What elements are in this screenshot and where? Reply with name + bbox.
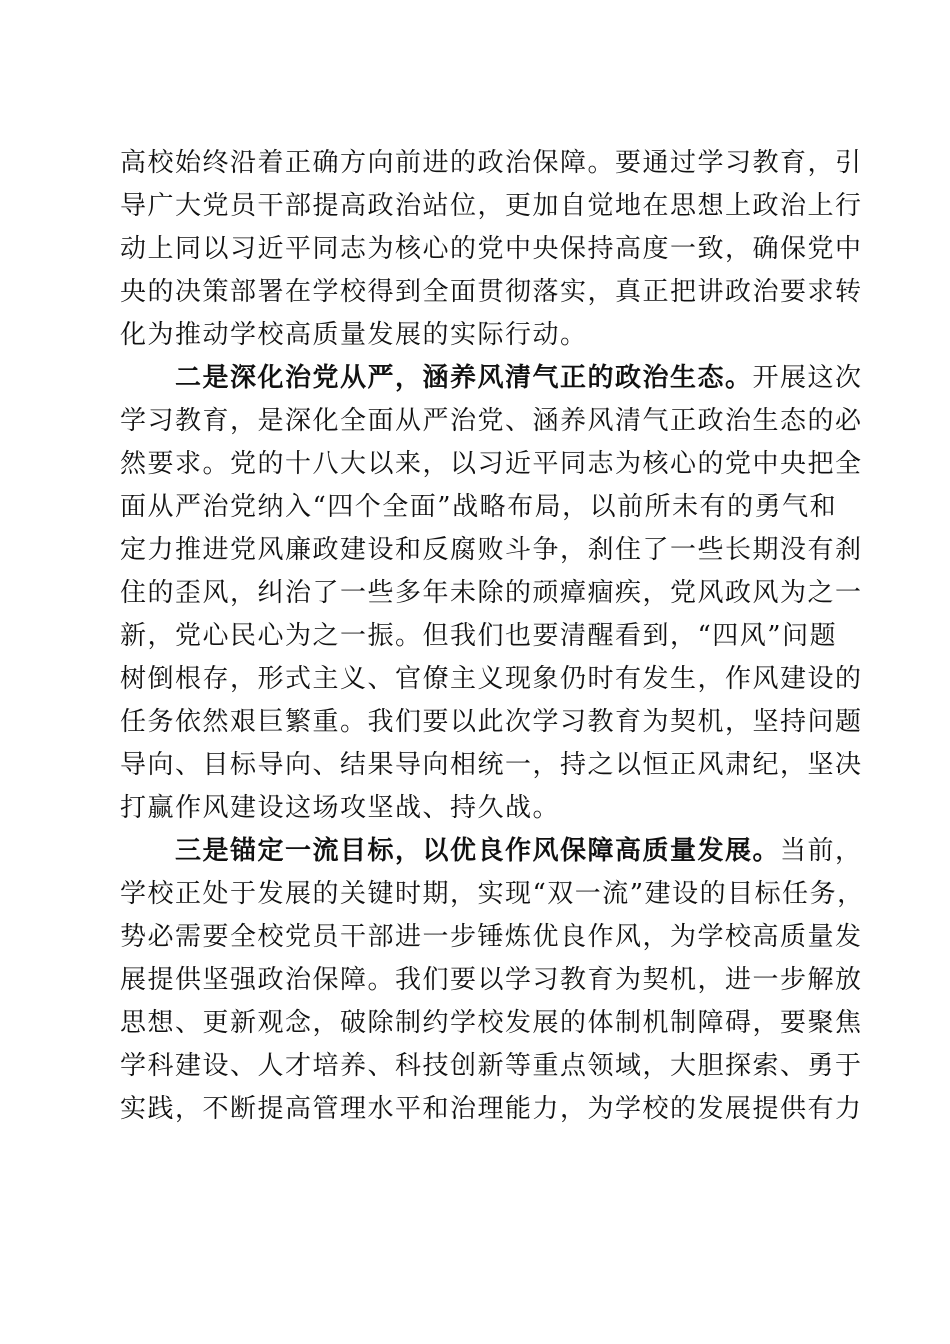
text-line: 高校始终沿着正确方向前进的政治保障。要通过学习教育，引	[120, 148, 863, 178]
text-line: 央的决策部署在学校得到全面贯彻落实，真正把讲政治要求转	[120, 277, 863, 307]
text-line: 打赢作风建设这场攻坚战、持久战。	[120, 793, 561, 823]
text-line: 思想、更新观念，破除制约学校发展的体制机制障碍，要聚焦	[120, 1008, 863, 1038]
text-line: 展提供坚强政治保障。我们要以学习教育为契机，进一步解放	[120, 965, 863, 995]
text-line: 导向、目标导向、结果导向相统一，持之以恒正风肃纪，坚决	[120, 750, 863, 780]
text-line: 学科建设、人才培养、科技创新等重点领域，大胆探索、勇于	[120, 1051, 863, 1081]
paragraph-heading: 三是锚定一流目标，以优良作风保障高质量发展。	[175, 836, 781, 866]
text-line: 树倒根存，形式主义、官僚主义现象仍时有发生，作风建设的	[120, 664, 863, 694]
text-line: 学校正处于发展的关键时期，实现“双一流”建设的目标任务，	[120, 879, 865, 909]
text-line: 任务依然艰巨繁重。我们要以此次学习教育为契机，坚持问题	[120, 707, 863, 737]
text-line: 然要求。党的十八大以来，以习近平同志为核心的党中央把全	[120, 449, 863, 479]
text-line: 住的歪风，纠治了一些多年未除的顽瘴痼疾，党风政风为之一	[120, 578, 863, 608]
text-line: 导广大党员干部提高政治站位，更加自觉地在思想上政治上行	[120, 191, 863, 221]
text-line: 面从严治党纳入“四个全面”战略布局，以前所未有的勇气和	[120, 492, 838, 522]
paragraph-heading: 二是深化治党从严，涵养风清气正的政治生态。	[175, 363, 753, 393]
text-line: 实践，不断提高管理水平和治理能力，为学校的发展提供有力	[120, 1094, 863, 1124]
paragraph-3	[120, 830, 865, 1131]
paragraph-2	[120, 357, 863, 830]
body-text	[120, 142, 865, 1131]
paragraph-first-line	[120, 830, 863, 873]
text-line: 新，党心民心为之一振。但我们也要清醒看到，“四风”问题	[120, 621, 838, 651]
text-line: 定力推进党风廉政建设和反腐败斗争，刹住了一些长期没有刹	[120, 535, 863, 565]
text-line: 动上同以习近平同志为核心的党中央保持高度一致，确保党中	[120, 234, 863, 264]
text-line: 学习教育，是深化全面从严治党、涵养风清气正政治生态的必	[120, 406, 863, 436]
text-line: 化为推动学校高质量发展的实际行动。	[120, 320, 588, 350]
paragraph-1	[120, 142, 863, 357]
text-line: 势必需要全校党员干部进一步锤炼优良作风，为学校高质量发	[120, 922, 863, 952]
text-run: 开展这次	[752, 363, 863, 393]
text-run: 当前，	[780, 836, 863, 866]
paragraph-first-line	[120, 357, 863, 400]
